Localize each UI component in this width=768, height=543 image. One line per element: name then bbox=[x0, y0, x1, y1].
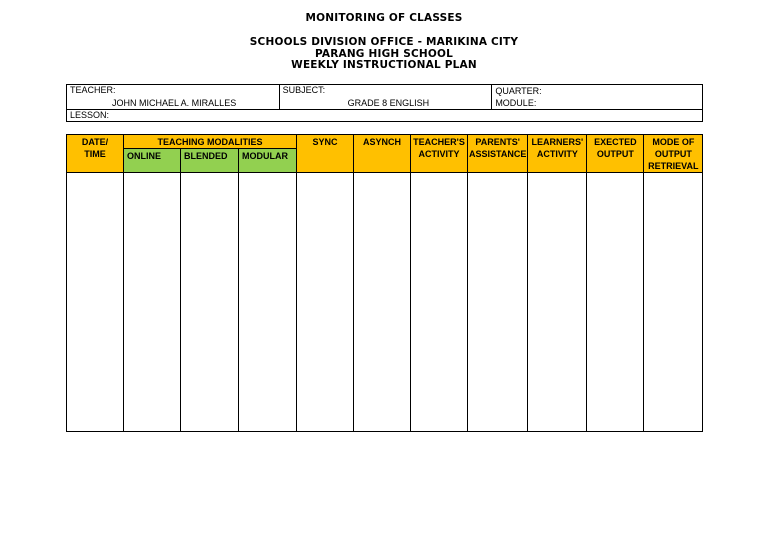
cell-modular bbox=[239, 173, 297, 432]
cell-teachers-activity bbox=[411, 173, 468, 432]
cell-blended bbox=[181, 173, 239, 432]
cell-asynch bbox=[354, 173, 411, 432]
sync-header: SYNC bbox=[297, 135, 354, 173]
teacher-cell bbox=[67, 85, 280, 110]
cell-learners-activity bbox=[528, 173, 587, 432]
teacher-name: JOHN MICHAEL A. MIRALLES bbox=[112, 98, 237, 108]
parents-assistance-header: PARENTS' ASSISTANCE bbox=[468, 135, 528, 173]
cell-parents-assistance bbox=[468, 173, 528, 432]
cell-date-time bbox=[67, 173, 124, 432]
cell-sync bbox=[297, 173, 354, 432]
teaching-modalities-header: TEACHING MODALITIES bbox=[124, 135, 297, 149]
cell-online bbox=[124, 173, 181, 432]
modular-header: MODULAR bbox=[239, 149, 297, 173]
plan-row bbox=[67, 173, 703, 432]
cell-mode-of-output bbox=[644, 173, 703, 432]
teachers-activity-header: TEACHER'S ACTIVITY bbox=[411, 135, 468, 173]
weekly-plan-table bbox=[66, 134, 703, 432]
lesson-cell bbox=[67, 110, 703, 122]
learners-activity-header: LEARNERS' ACTIVITY bbox=[528, 135, 587, 173]
school-name: PARANG HIGH SCHOOL bbox=[314, 48, 454, 60]
division-office: SCHOOLS DIVISION OFFICE - MARIKINA CITY bbox=[249, 36, 519, 48]
teacher-label: TEACHER: bbox=[70, 85, 116, 95]
online-header: ONLINE bbox=[124, 149, 181, 173]
lesson-label: LESSON: bbox=[70, 110, 110, 120]
subject-label: SUBJECT: bbox=[282, 85, 326, 95]
info-table bbox=[66, 84, 703, 122]
module-label: MODULE: bbox=[495, 98, 537, 108]
blended-header: BLENDED bbox=[181, 149, 239, 173]
date-time-header: DATE/ TIME bbox=[67, 135, 124, 173]
expected-output-header: EXECTED OUTPUT bbox=[587, 135, 644, 173]
mode-of-output-header: MODE OF OUTPUT RETRIEVAL bbox=[644, 135, 703, 173]
cell-expected-output bbox=[587, 173, 644, 432]
subject-value: GRADE 8 ENGLISH bbox=[347, 98, 430, 108]
quarter-label: QUARTER: bbox=[495, 86, 542, 96]
asynch-header: ASYNCH bbox=[354, 135, 411, 173]
plan-title: WEEKLY INSTRUCTIONAL PLAN bbox=[291, 59, 477, 71]
subject-cell bbox=[279, 85, 492, 110]
document-title: MONITORING OF CLASSES bbox=[305, 12, 463, 24]
quarter-module-cell bbox=[492, 85, 703, 110]
